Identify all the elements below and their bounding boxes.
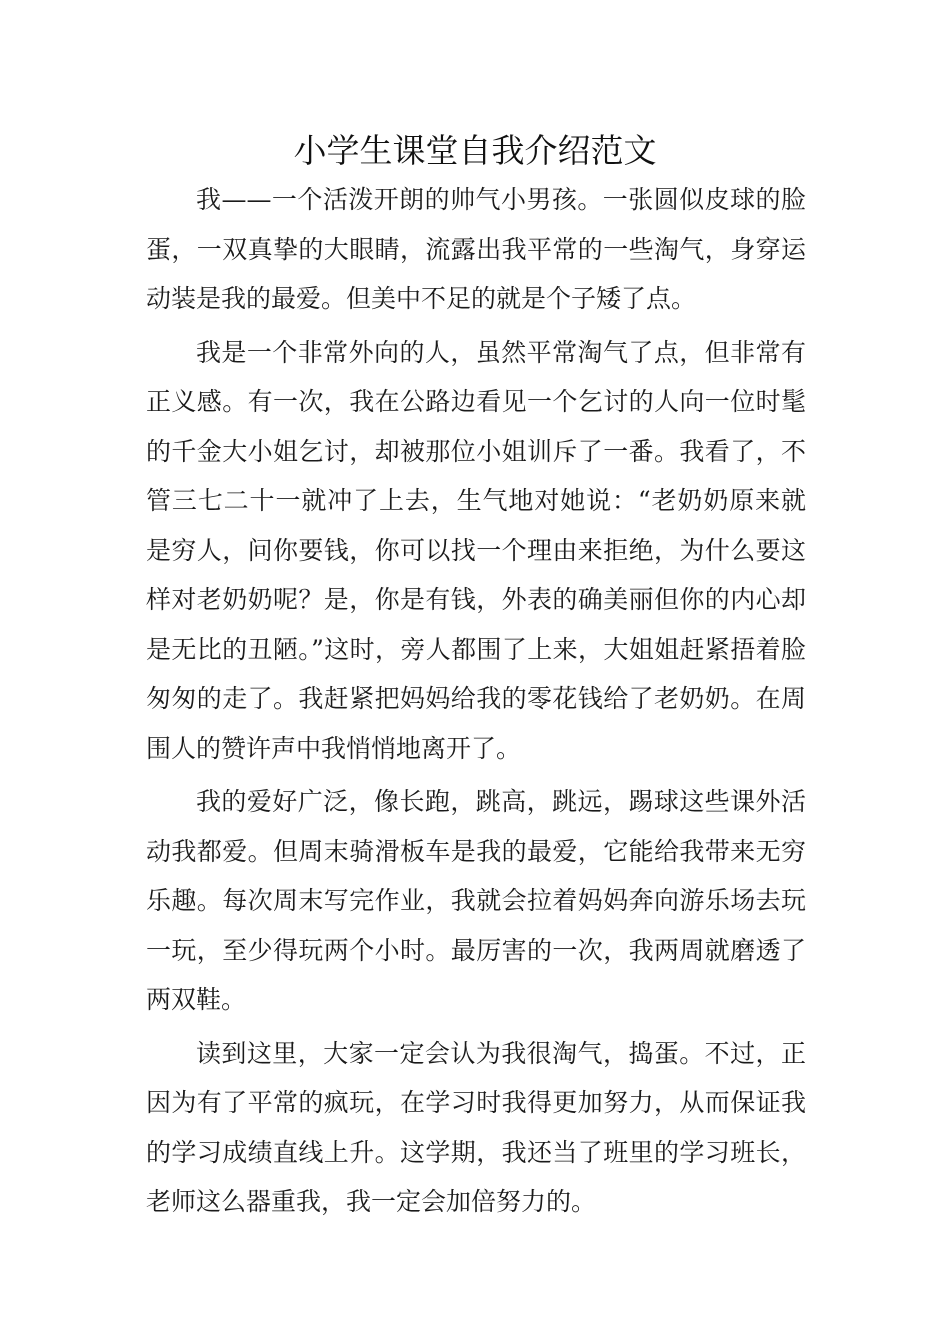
paragraph-2: 我是一个非常外向的人，虽然平常淘气了点，但非常有正义感。有一次，我在公路边看见一个乞讨的人向一位时髦的千金大小姐乞讨，却被那位小姐训斥了一番。我看了，不管三七二十一就冲了上去，生气地对她说：“老奶奶原来就是穷人，问你要钱，你可以找一个理由来拒绝，为什么要这样对老奶奶呢？是，你是有钱，外表的确美丽但你的内心却是无比的丑陋。”这时，旁人都围了上来，大姐姐赶紧捂着脸匆匆的走了。我赶紧把妈妈给我的零花钱给了老奶奶。在周围人的赞许声中我悄悄地离开了。 bbox=[146, 337, 806, 763]
document-title: 小学生课堂自我介绍范文 bbox=[293, 131, 657, 170]
paragraph-3: 我的爱好广泛，像长跑，跳高，跳远，踢球这些课外活动我都爱。但周末骑滑板车是我的最爱，它能给我带来无穷乐趣。每次周末写完作业，我就会拉着妈妈奔向游乐场去玩一玩，至少得玩两个小时。最厉害的一次，我两周就磨透了两双鞋。 bbox=[146, 787, 806, 1014]
document-body bbox=[146, 175, 806, 1227]
paragraph-1: 我——一个活泼开朗的帅气小男孩。一张圆似皮球的脸蛋，一双真挚的大眼睛，流露出我平常的一些淘气，身穿运动装是我的最爱。但美中不足的就是个子矮了点。 bbox=[146, 185, 806, 313]
paragraph-4: 读到这里，大家一定会认为我很淘气，捣蛋。不过，正因为有了平常的疯玩，在学习时我得更加努力，从而保证我的学习成绩直线上升。这学期，我还当了班里的学习班长，老师这么器重我，我一定会加倍努力的。 bbox=[146, 1038, 806, 1216]
